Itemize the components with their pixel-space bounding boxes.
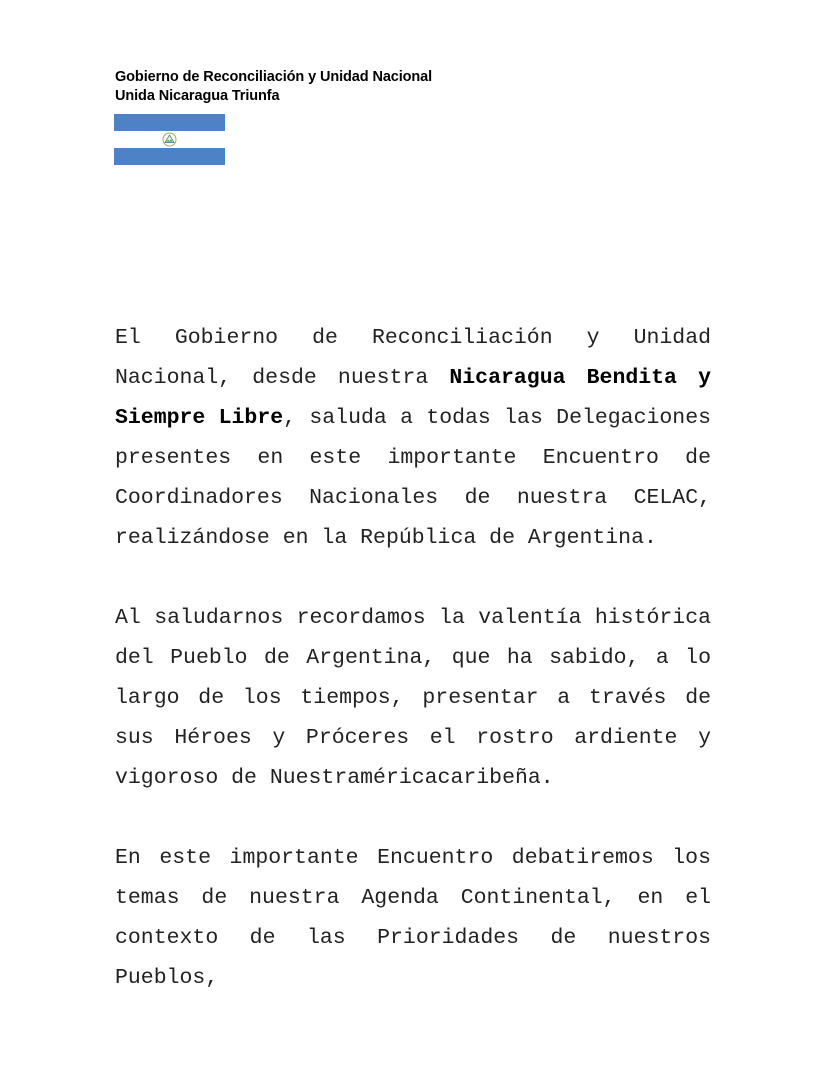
- nicaragua-flag: [114, 114, 225, 165]
- government-name: Gobierno de Reconciliación y Unidad Nacional: [115, 69, 433, 85]
- flag-top-stripe: [114, 114, 225, 131]
- paragraph-argentina: Al saludarnos recordamos la valentía histórica del Pueblo de Argentina, que ha sabido, a lo largo de los tiempos, presentar a través de sus Héroes y Próceres el rostro ardiente y vigoroso de Nuestraméricacaribeña.: [115, 606, 711, 790]
- paragraph-greeting: [115, 318, 711, 558]
- government-slogan: Unida Nicaragua Triunfa: [115, 88, 280, 104]
- flag-bottom-stripe: [114, 148, 225, 165]
- greeting-text-end: , saluda a todas las Delegaciones presentes en este importante Encuentro de Coordinadores Nacionales de nuestra CELAC, realizándose en la República de Argentina.: [115, 406, 711, 550]
- letter-body: [115, 318, 711, 1038]
- paragraph-agenda: En este importante Encuentro debatiremos los temas de nuestra Agenda Continental, en el contexto de las Prioridades de nuestros Pueblos,: [115, 846, 711, 990]
- letterhead: [115, 68, 432, 106]
- bold-country-phrase: Nicaragua Bendita y Siempre Libre: [115, 366, 711, 430]
- greeting-text-start: El Gobierno de Reconciliación y Unidad Nacional, desde nuestra: [115, 326, 711, 390]
- nicaragua-coat-of-arms-icon: [162, 132, 177, 147]
